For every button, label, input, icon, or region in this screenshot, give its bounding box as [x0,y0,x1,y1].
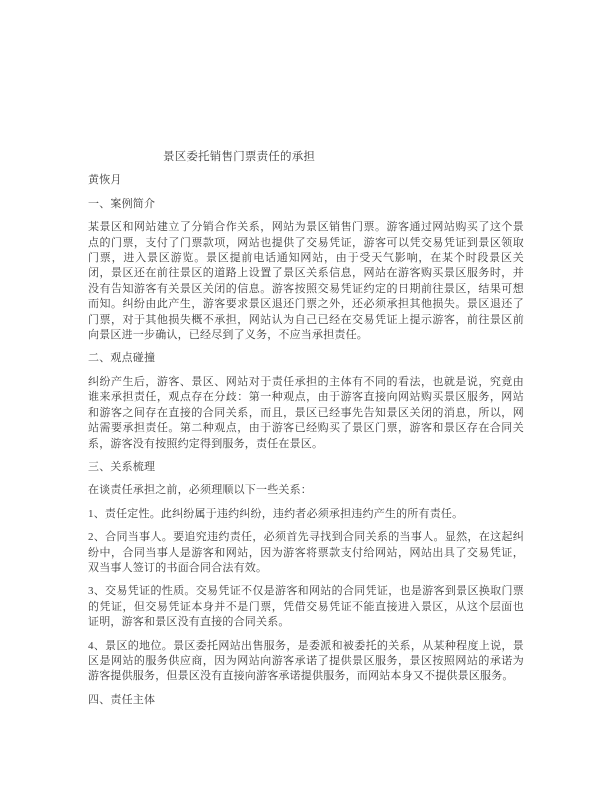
document-title: 景区委托销售门票责任的承担 [163,151,316,163]
author-name: 黄恢月 [88,174,122,187]
section-heading: 一、案例简介 [88,197,156,210]
paragraph: 3、交易凭证的性质。交易凭证不仅是游客和网站的合同凭证，也是游客到景区换取门票的凭证，但交易凭证本身并不是门票，凭借交易凭证不能直接进入景区，从这个层面也证明，游客和景区没有直接的合同关系。 [88,585,524,629]
document-content [88,150,524,716]
section-heading: 四、责任主体 [88,693,156,706]
section-heading: 三、关系梳理 [88,460,156,473]
document-sections [88,197,524,708]
paragraph: 纠纷产生后，游客、景区、网站对于责任承担的主体有不同的看法，也就是说，究竟由谁来承担责任，观点存在分歧：第一种观点，由于游客直接向网站购买景区服务，网站和游客之间存在直接的合同关系，而且，景区已经事先告知景区关闭的消息，所以，网站需要承担责任。第二种观点，由于游客已经购买了景区门票，游客和景区存在合同关系，游客没有按照约定得到服务，责任在景区。 [88,375,524,450]
paragraph: 1、责任定性。此纠纷属于违约纠纷，违约者必须承担违约产生的所有责任。 [88,507,464,520]
paragraph: 2、合同当事人。要追究违约责任，必须首先寻找到合同关系的当事人。显然，在这起纠纷中，合同当事人是游客和网站，因为游客将票款支付给网站，网站出具了交易凭证，双当事人签订的书面合同合法有效。 [88,531,524,574]
section-heading: 二、观点碰撞 [88,352,156,365]
paragraph: 某景区和网站建立了分销合作关系，网站为景区销售门票。游客通过网站购买了这个景点的门票，支付了门票款项，网站也提供了交易凭证，游客可以凭交易凭证到景区领取门票，进入景区游览。景区提前电话通知网站，由于受天气影响，在某个时段景区关闭，景区还在前往景区的道路上设置了景区关系信息，网站在游客购买景区服务时，并没有告知游客有关景区关闭的信息。游客按照交易凭证约定的日期前往景区，结果可想而知。纠纷由此产生，游客要求景区退还门票之外，还必须承担其他损失。景区退还了门票，对于其他损失概不承担，网站认为自己已经在交易凭证上提示游客，前往景区前向景区进一步确认，已经尽到了义务，不应当承担责任。 [88,221,524,342]
paragraph: 在谈责任承担之前，必须理顺以下一些关系： [88,484,312,497]
paragraph: 4、景区的地位。景区委托网站出售服务，是委派和被委托的关系，从某种程度上说，景区是网站的服务供应商，因为网站向游客承诺了提供景区服务，景区按照网站的承诺为游客提供服务，但景区没有直接向游客承诺提供服务，而网站本身又不提供景区服务。 [88,639,524,683]
